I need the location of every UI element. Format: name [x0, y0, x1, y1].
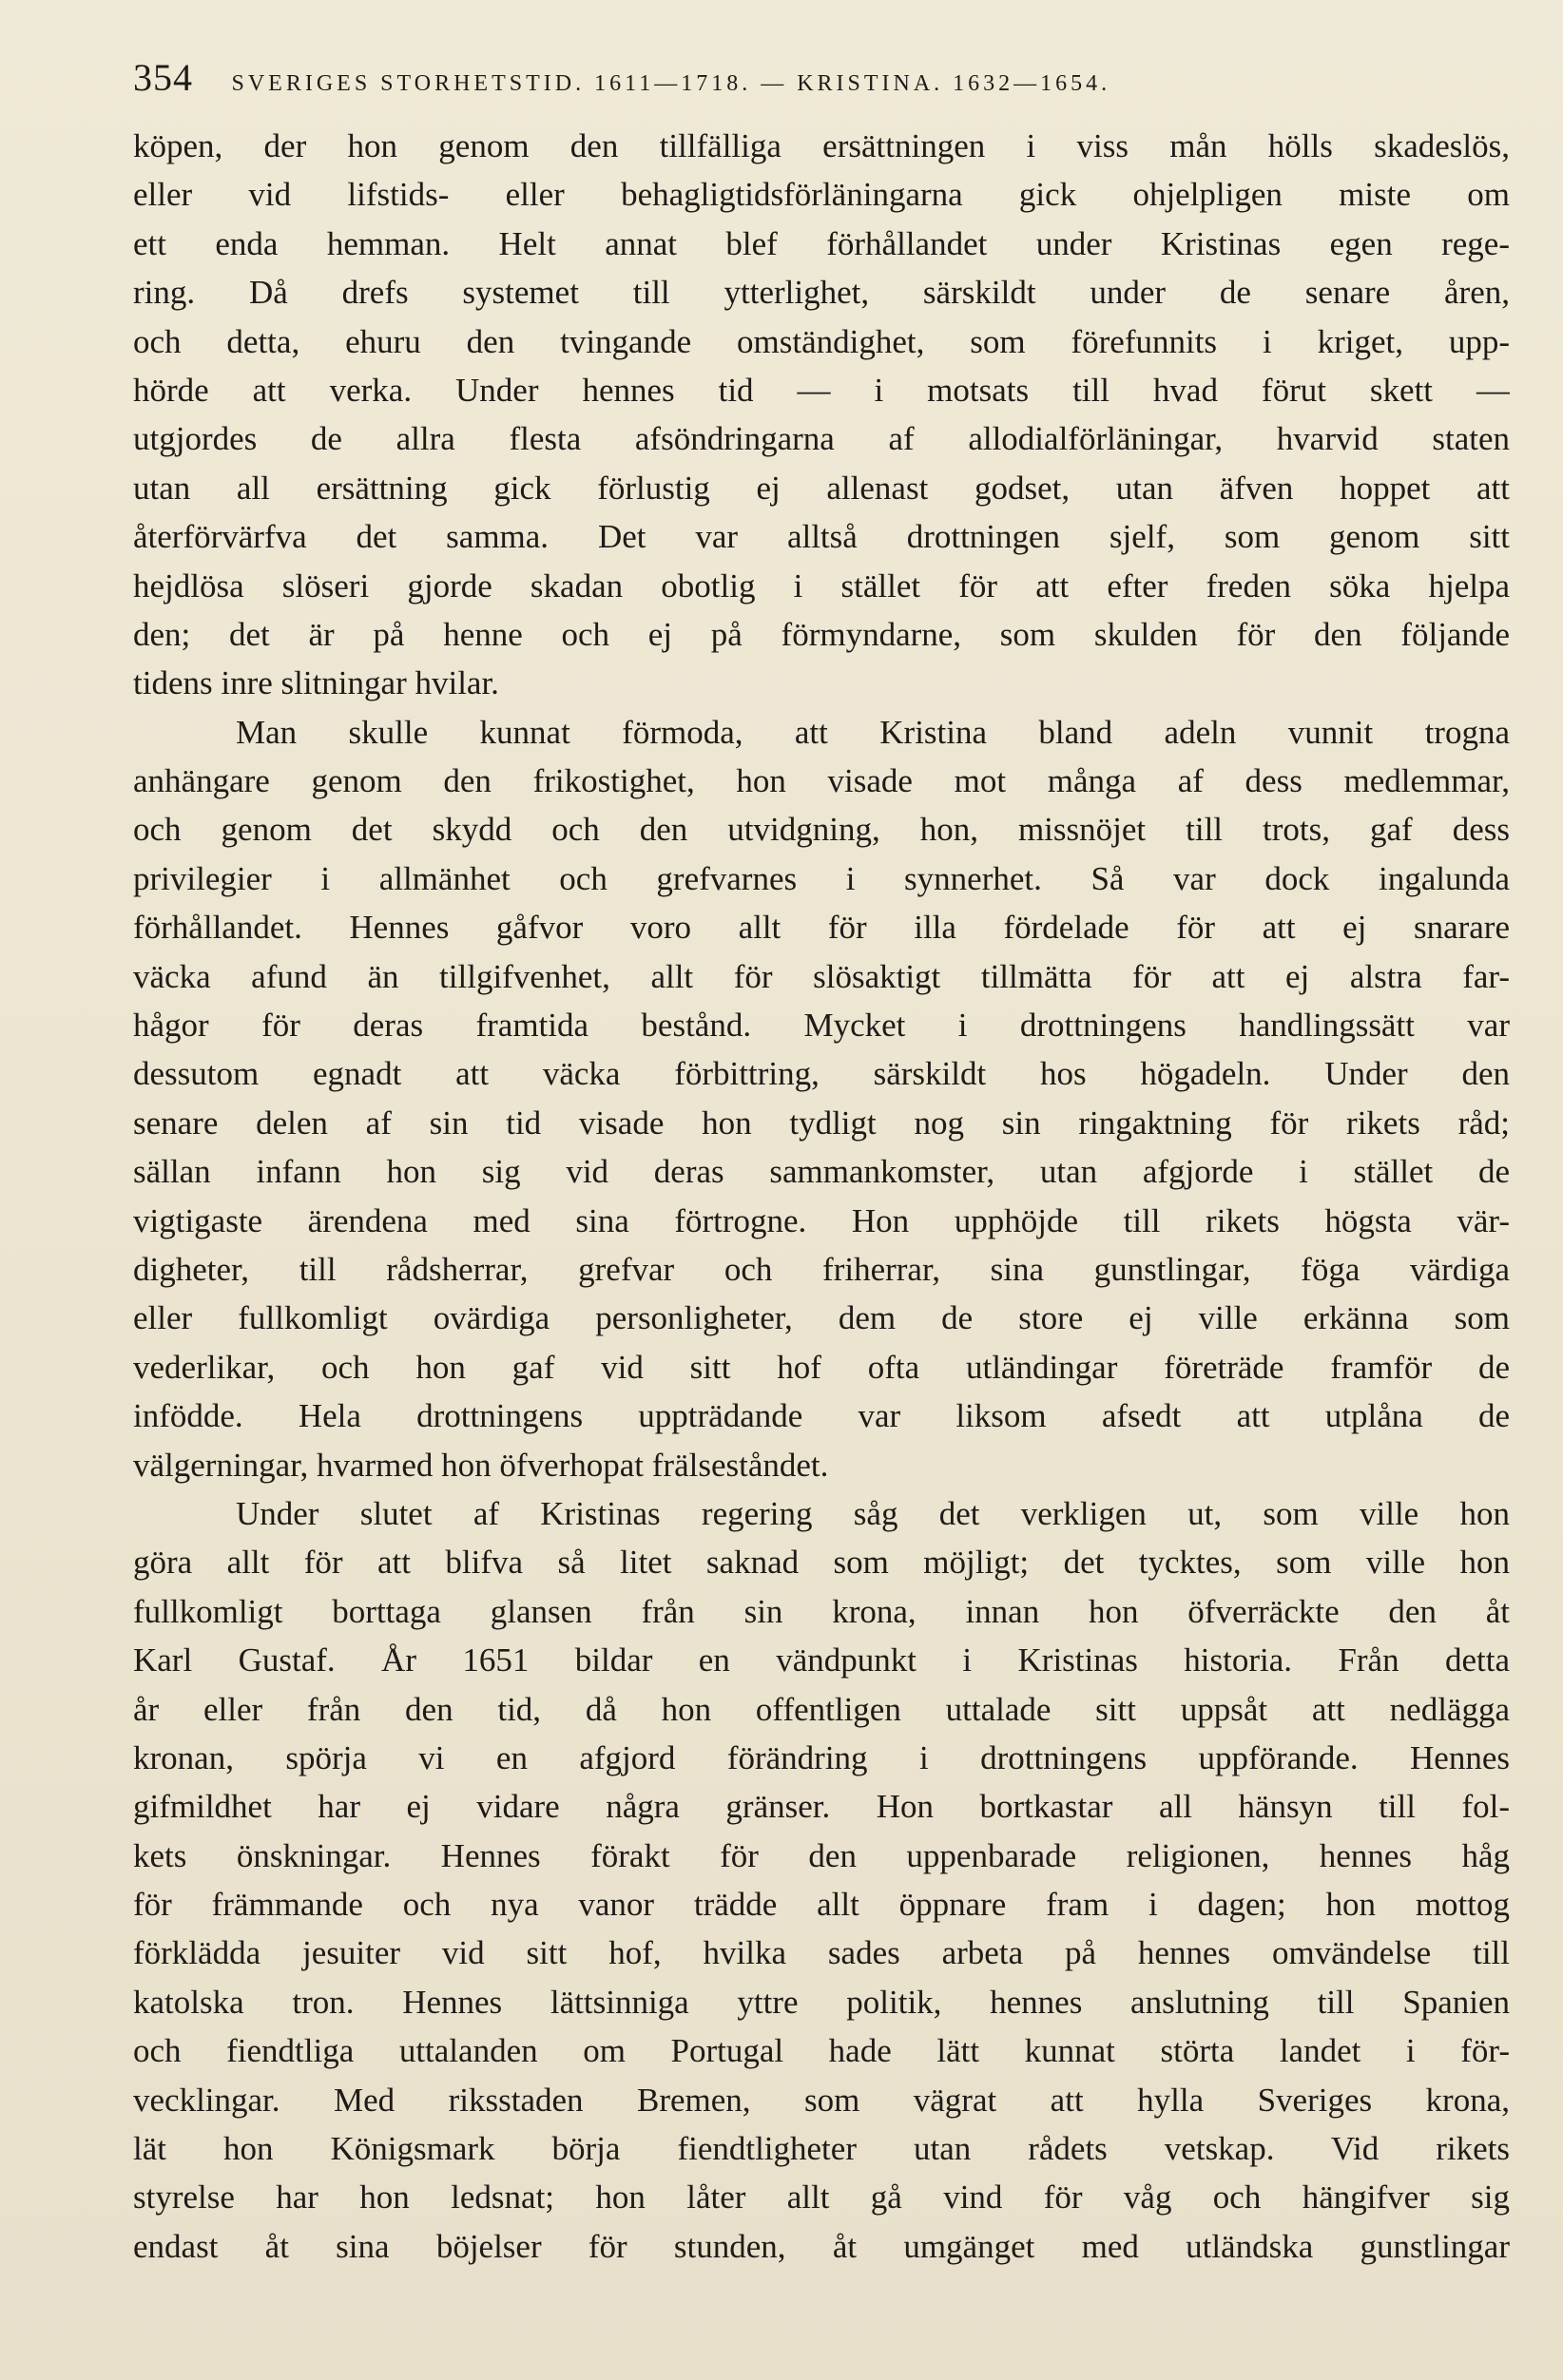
text-line: eller fullkomligt ovärdiga personligheter, dem de store ej ville erkänna som [133, 1299, 1510, 1337]
text-line: köpen, der hon genom den tillfälliga ersättningen i viss mån hölls skadeslös, [133, 127, 1510, 164]
page-header [133, 55, 1407, 103]
text-line: ring. Då drefs systemet till ytterlighet, särskildt under de senare åren, [133, 274, 1510, 312]
text-line: för främmande och nya vanor trädde allt öppnare fram i dagen; hon mottog [133, 1886, 1510, 1924]
text-line: och detta, ehuru den tvingande omständighet, som förefunnits i kriget, upp- [133, 322, 1510, 360]
text-line: hejdlösa slöseri gjorde skadan obotlig i stället för att efter freden söka hjelpa [133, 566, 1510, 605]
text-line: privilegier i allmänhet och grefvarnes i synnerhet. Så var dock ingalunda [133, 859, 1510, 897]
text-line: katolska tron. Hennes lättsinniga yttre politik, hennes anslutning till Spanien [133, 1983, 1510, 2021]
paragraph-2 [133, 708, 1510, 1489]
body-text [133, 122, 1510, 2271]
running-title: SVERIGES STORHETSTID. 1611—1718. — KRISTINA. 1632—1654. [231, 71, 1111, 96]
page-number: 354 [133, 56, 193, 99]
paragraph-1 [133, 122, 1510, 708]
text-line: lät hon Königsmark börja fiendtligheter utan rådets vetskap. Vid rikets [133, 2130, 1510, 2168]
text-line: välgerningar, hvarmed hon öfverhopat frälseståndet. [133, 1446, 829, 1484]
text-line: dessutom egnadt att väcka förbittring, särskildt hos högadeln. Under den [133, 1055, 1510, 1093]
text-line: hågor för deras framtida bestånd. Mycket i drottningens handlingssätt var [133, 1007, 1510, 1045]
text-line: väcka afund än tillgifvenhet, allt för slösaktigt tillmätta för att ej alstra far- [133, 957, 1510, 995]
text-line: Karl Gustaf. År 1651 bildar en vändpunkt i Kristinas historia. Från detta [133, 1641, 1510, 1679]
text-line: kets önskningar. Hennes förakt för den uppenbarade religionen, hennes håg [133, 1836, 1510, 1874]
text-line: endast åt sina böjelser för stunden, åt umgänget med utländska gunstlingar [133, 2227, 1510, 2265]
text-line: Man skulle kunnat förmoda, att Kristina bland adeln vunnit trogna [236, 713, 1510, 751]
text-line: utan all ersättning gick förlustig ej allenast godset, utan äfven hoppet att [133, 469, 1510, 507]
text-line: förklädda jesuiter vid sitt hof, hvilka sades arbeta på hennes omvändelse till [133, 1934, 1510, 1972]
text-line: och fiendtliga uttalanden om Portugal hade lätt kunnat störta landet i för- [133, 2032, 1510, 2070]
text-line: senare delen af sin tid visade hon tydligt nog sin ringaktning för rikets råd; [133, 1104, 1510, 1142]
text-line: vederlikar, och hon gaf vid sitt hof ofta utländingar företräde framför de [133, 1348, 1510, 1386]
text-line: tidens inre slitningar hvilar. [133, 664, 499, 702]
text-line: göra allt för att blifva så litet saknad som möjligt; det tycktes, som ville hon [133, 1544, 1510, 1582]
text-line: anhängare genom den frikostighet, hon visade mot många af dess medlemmar, [133, 762, 1510, 800]
text-line: fullkomligt borttaga glansen från sin krona, innan hon öfverräckte den åt [133, 1592, 1510, 1630]
text-line: den; det är på henne och ej på förmyndarne, som skulden för den följande [133, 615, 1510, 653]
text-line: gifmildhet har ej vidare några gränser. Hon bortkastar all hänsyn till fol- [133, 1788, 1510, 1826]
text-line: hörde att verka. Under hennes tid — i motsats till hvad förut skett — [133, 371, 1510, 409]
paragraph-3 [133, 1489, 1510, 2271]
text-line: styrelse har hon ledsnat; hon låter allt gå vind för våg och hängifver sig [133, 2178, 1510, 2217]
text-line: utgjordes de allra flesta afsöndringarna af allodialförläningar, hvarvid staten [133, 420, 1510, 458]
text-line: eller vid lifstids- eller behagligtidsförläningarna gick ohjelpligen miste om [133, 176, 1510, 214]
text-line: förhållandet. Hennes gåfvor voro allt för illa fördelade för att ej snarare [133, 909, 1510, 947]
text-line: vigtigaste ärendena med sina förtrogne. Hon upphöjde till rikets högsta vär- [133, 1201, 1510, 1239]
text-line: Under slutet af Kristinas regering såg det verkligen ut, som ville hon [236, 1494, 1510, 1532]
text-line: och genom det skydd och den utvidgning, hon, missnöjet till trots, gaf dess [133, 811, 1510, 849]
text-line: kronan, spörja vi en afgjord förändring i drottningens uppförande. Hennes [133, 1738, 1510, 1776]
text-line: infödde. Hela drottningens uppträdande var liksom afsedt att utplåna de [133, 1397, 1510, 1435]
text-line: år eller från den tid, då hon offentligen uttalade sitt uppsåt att nedlägga [133, 1690, 1510, 1728]
text-line: vecklingar. Med riksstaden Bremen, som vägrat att hylla Sveriges krona, [133, 2081, 1510, 2119]
text-line: ett enda hemman. Helt annat blef förhållandet under Kristinas egen rege- [133, 224, 1510, 262]
text-line: återförvärfva det samma. Det var alltså drottningen sjelf, som genom sitt [133, 518, 1510, 556]
text-line: sällan infann hon sig vid deras sammankomster, utan afgjorde i stället de [133, 1153, 1510, 1191]
text-line: digheter, till rådsherrar, grefvar och friherrar, sina gunstlingar, föga värdiga [133, 1250, 1510, 1288]
